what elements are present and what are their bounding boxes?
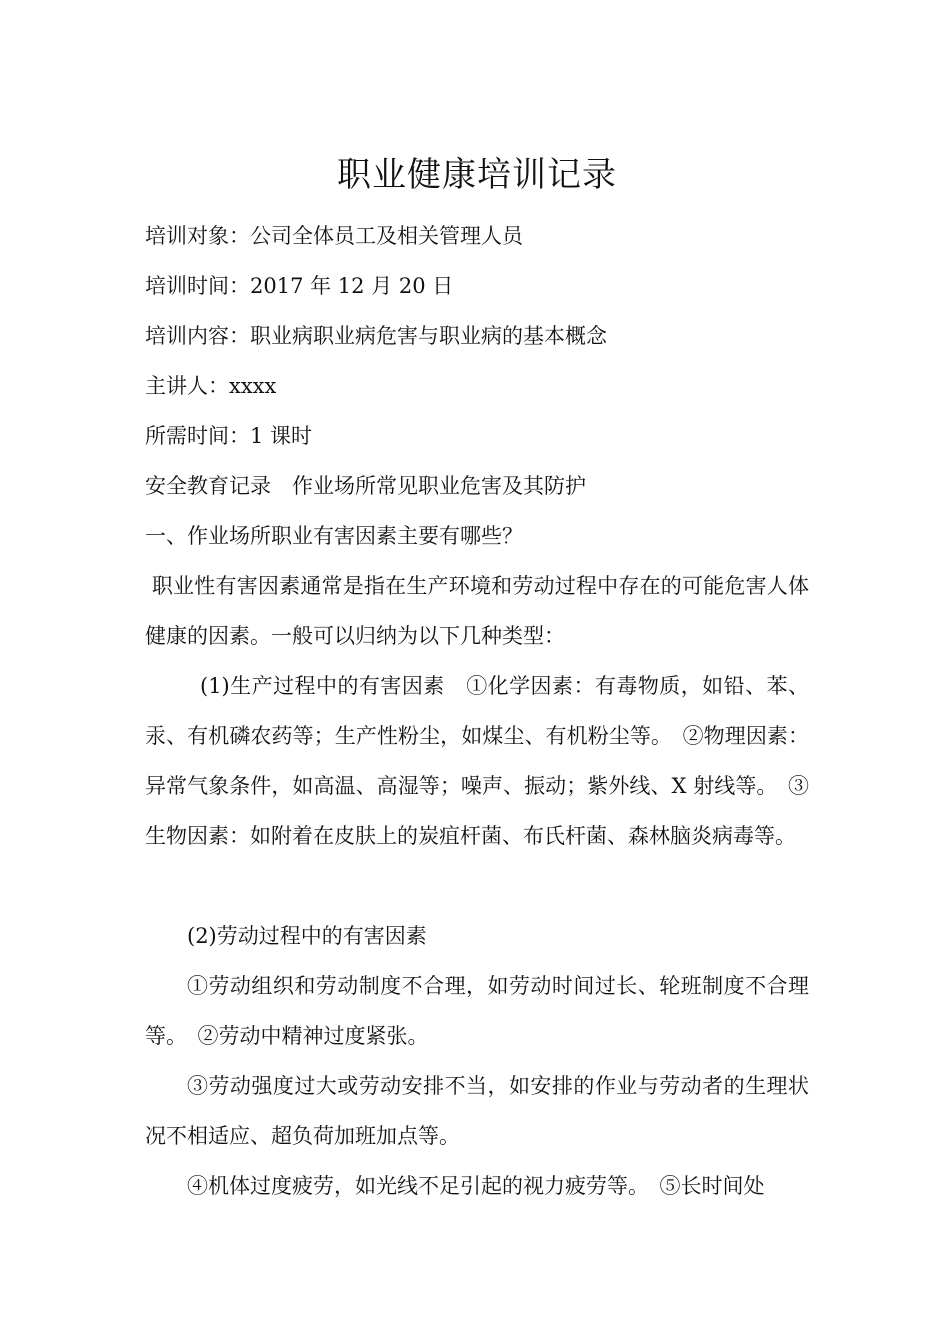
field-value: 职业病职业病危害与职业病的基本概念 <box>250 324 607 348</box>
paragraph-production-factors: (1)生产过程中的有害因素 ①化学因素：有毒物质，如铅、苯、汞、有机磷农药等；生产性粉尘，如煤尘、有机粉尘等。 ②物理因素：异常气象条件，如高温、高湿等；噪声、振动；紫外线、X 射线等。 ③生物因素：如附着在皮肤上的炭疽杆菌、布氏杆菌、森林脑炎病毒等。 <box>145 674 809 848</box>
document-title: 职业健康培训记录 <box>337 155 617 195</box>
field-speaker <box>145 371 809 401</box>
paragraph-labor-item-3: ③劳动强度过大或劳动安排不当，如安排的作业与劳动者的生理状况不相适应、超负荷加班加点等。 <box>145 1074 809 1148</box>
paragraph-labor-item-1: ①劳动组织和劳动制度不合理，如劳动时间过长、轮班制度不合理等。 ②劳动中精神过度紧张。 <box>145 974 809 1048</box>
field-training-target <box>145 221 809 251</box>
field-duration <box>145 421 809 451</box>
field-label: 培训对象： <box>145 224 250 248</box>
field-label: 所需时间： <box>145 424 250 448</box>
field-value: 公司全体员工及相关管理人员 <box>250 224 523 248</box>
field-training-content <box>145 321 809 351</box>
field-value: xxxx <box>229 374 277 398</box>
question-heading: 一、作业场所职业有害因素主要有哪些？ <box>145 524 523 548</box>
field-value: 1 课时 <box>250 424 313 448</box>
paragraph-labor-item-4: ④机体过度疲劳，如光线不足引起的视力疲劳等。 ⑤长时间处 <box>187 1174 765 1198</box>
record-heading: 安全教育记录 作业场所常见职业危害及其防护 <box>145 474 586 498</box>
field-value: 2017 年 12 月 20 日 <box>250 274 454 298</box>
field-label: 培训时间： <box>145 274 250 298</box>
paragraph-labor-factors-heading: (2)劳动过程中的有害因素 <box>187 924 427 948</box>
paragraph-intro: 职业性有害因素通常是指在生产环境和劳动过程中存在的可能危害人体健康的因素。一般可以归纳为以下几种类型： <box>145 574 809 648</box>
field-label: 主讲人： <box>145 374 229 398</box>
field-label: 培训内容： <box>145 324 250 348</box>
field-training-time <box>145 271 809 301</box>
